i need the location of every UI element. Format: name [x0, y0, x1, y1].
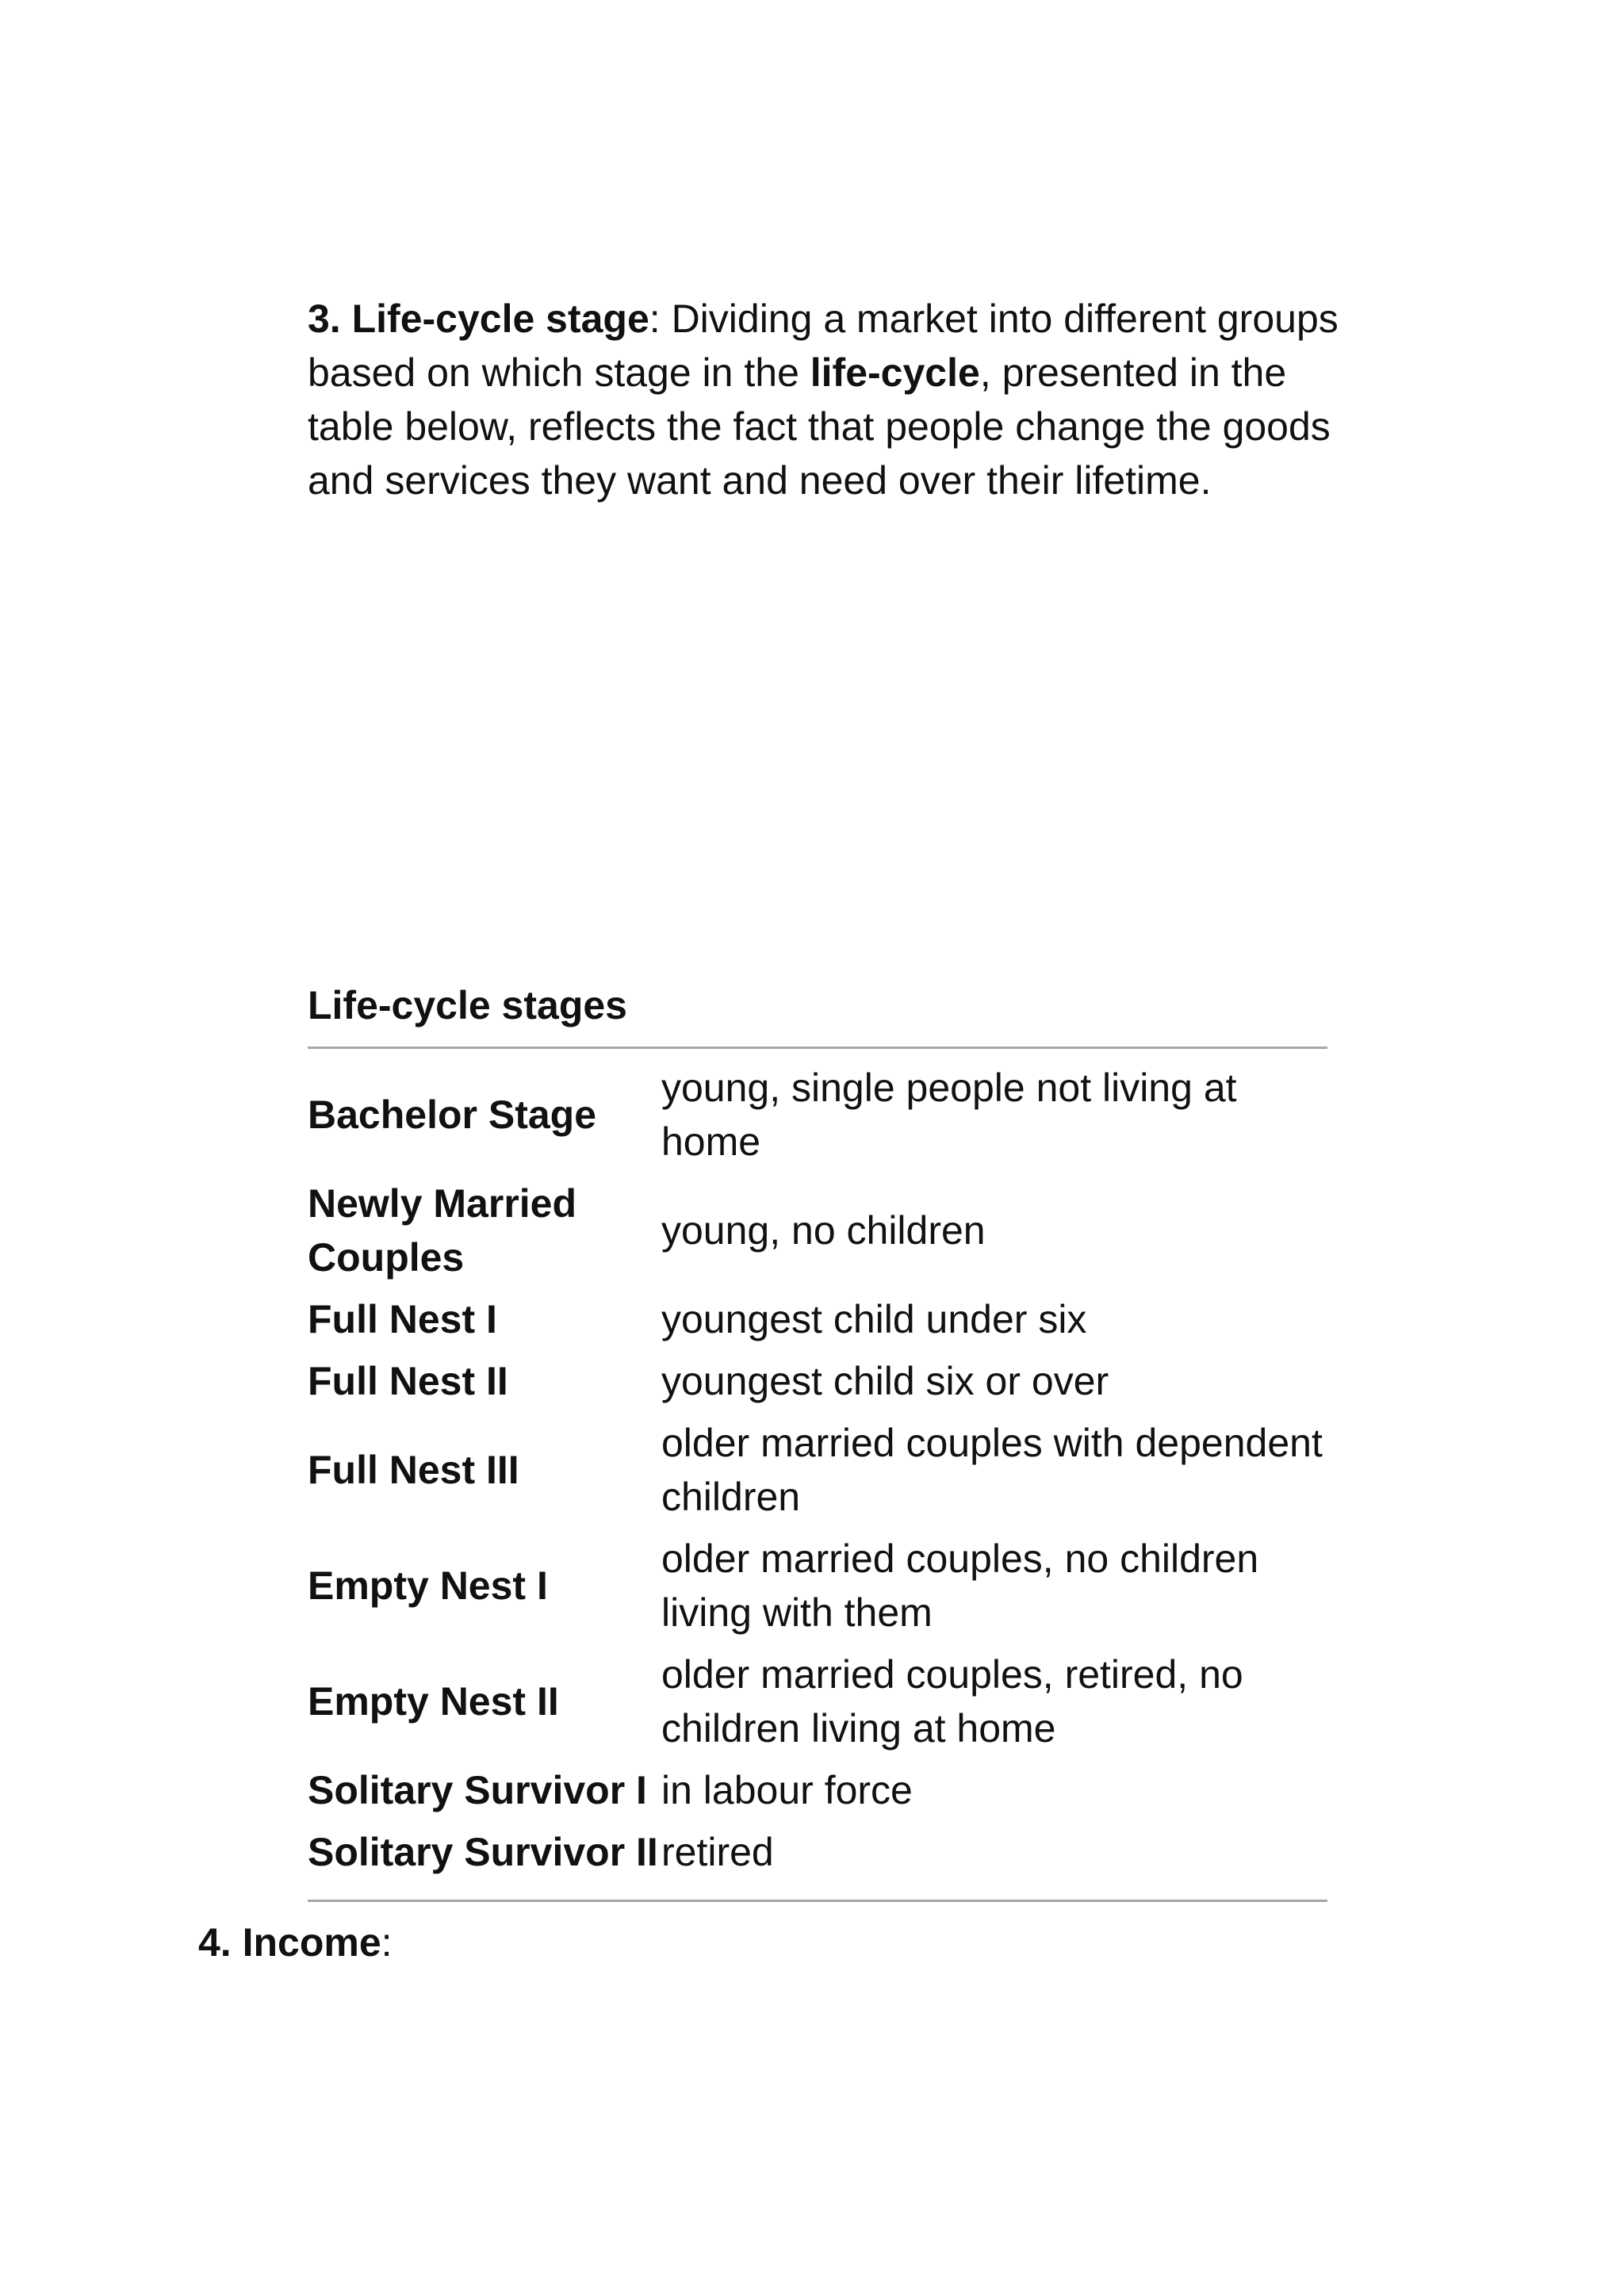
stage-name: Full Nest III: [308, 1448, 519, 1492]
stage-name: Full Nest I: [308, 1297, 497, 1341]
table-row: [308, 1763, 1327, 1825]
stage-description: older married couples with dependent children: [661, 1421, 1323, 1519]
table-row: [308, 1354, 1327, 1416]
intro-paragraph: [308, 292, 1339, 507]
income-suffix: :: [381, 1920, 393, 1965]
table-caption: Life-cycle stages: [308, 983, 627, 1027]
table-bottom-rule: [308, 1900, 1327, 1902]
table-row: [308, 1177, 1327, 1292]
stage-description: in labour force: [661, 1768, 913, 1812]
intro-term: Life-cycle stage: [351, 297, 649, 341]
intro-text-before: : Dividing a market into different groups based on which stage in the: [308, 297, 1339, 395]
table-row: [308, 1825, 1327, 1887]
stage-name: Empty Nest II: [308, 1679, 559, 1724]
table-row: [308, 1532, 1327, 1647]
stage-description: youngest child under six: [661, 1297, 1087, 1341]
stage-name: Empty Nest I: [308, 1563, 548, 1608]
table-row: [308, 1061, 1327, 1177]
income-term: Income: [242, 1920, 381, 1965]
stage-name: Solitary Survivor II: [308, 1830, 658, 1874]
income-number: 4.: [198, 1920, 232, 1965]
stage-description: older married couples, retired, no children living at home: [661, 1652, 1243, 1751]
stage-description: young, no children: [661, 1208, 986, 1253]
intro-text-after: , presented in the table below, reflects the fact that people change the goods and services they want and need over their lifetime.: [308, 350, 1331, 503]
life-cycle-table: [308, 1061, 1327, 1887]
table-top-rule: [308, 1047, 1327, 1049]
table-row: [308, 1416, 1327, 1532]
stage-name: Solitary Survivor I: [308, 1768, 647, 1812]
stage-description: young, single people not living at home: [661, 1066, 1237, 1164]
table-row: [308, 1647, 1327, 1763]
table-row: [308, 1292, 1327, 1354]
stage-description: youngest child six or over: [661, 1359, 1109, 1403]
intro-number: 3.: [308, 297, 341, 341]
intro-bold-word: life-cycle: [810, 350, 980, 395]
stage-name: Newly Married Couples: [308, 1181, 577, 1280]
income-heading: [198, 1915, 393, 1969]
stage-description: older married couples, no children living with them: [661, 1536, 1259, 1635]
stage-description: retired: [661, 1830, 774, 1874]
stage-name: Bachelor Stage: [308, 1093, 597, 1137]
stage-name: Full Nest II: [308, 1359, 508, 1403]
